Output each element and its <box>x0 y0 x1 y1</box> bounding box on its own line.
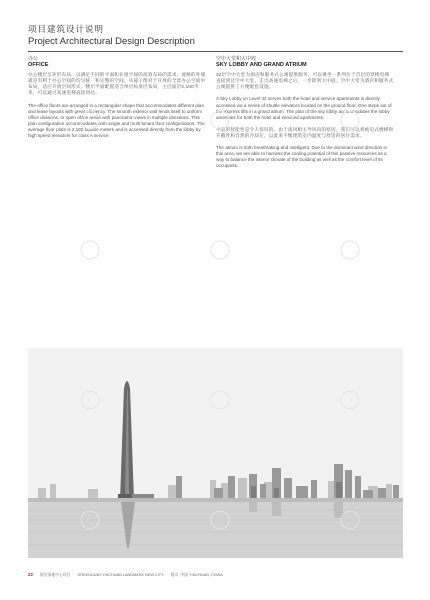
sky-lobby-text-cn-2: 中庭的智能性是令人惊叹的。由于南风相主导风向的原因，我们可以将被迫式楼梯和开敞性和自然的冷却在，以此来平衡建筑室内温度与舒适的居住需求。 <box>216 126 394 138</box>
header-divider <box>28 51 403 52</box>
office-text-en: The office floors are arranged in a rectangular shape that accommodates different plan and lease layouts with great efficiency. The smooth exterior wall lends itself to uniform office divisions, or open office areas with panoramic views in multiple directions. This plan configuration accommodates both single and multi tenant floor configurations. The average floor plate is 2,100 square meters and is accessed directly from the lobby by high speed elevators for class A service. <box>28 102 205 139</box>
page-footer <box>28 570 408 580</box>
sky-lobby-text-cn-1: 32层空中大堂为酒店和服务式公寓提供服务。可以乘坐一系列位于首层的穿梭电梯直接到达空中大堂。走出高速电梯之后，一步即到大中庭。空中大堂为酒店和服务式公寓提供了方便配套设施。 <box>216 72 394 90</box>
sky-lobby-heading-cn: 空中大堂和大中庭 <box>216 56 257 62</box>
skyline-rendering <box>28 348 403 558</box>
page-number: 22 <box>28 572 33 577</box>
sky-lobby-heading-en: SKY LOBBY AND GRAND ATRIUM <box>216 62 307 69</box>
sky-lobby-text-en-2: The atrium is both breathtaking and intelligent. Due to the dominant wind direction in this area, we are able to harness the cooling potential of this passive resources as a way to balance the interior climate of the building as well as the comfort level of its occupants. <box>216 145 388 169</box>
footer-location: 银川, 中国 YINCHUAN, CHINA <box>170 573 223 577</box>
office-heading-cn: 办公 <box>28 56 39 62</box>
page-header <box>28 24 403 48</box>
title-english: Project Architectural Design Description <box>28 36 195 47</box>
sky-lobby-section <box>216 56 394 175</box>
footer-project-cn: 银川绿地中心项目 <box>39 573 71 577</box>
office-heading-en: OFFICE <box>28 62 49 69</box>
title-chinese: 项目建筑设计说明 <box>28 24 105 34</box>
sky-lobby-text-en-1: A Sky Lobby on Level 32 serves both the hotel and service apartments is directly accessed via a series of shuttle elevators located on the ground floor. One steps out of the express lifts in a grand atrium. The plan of the sky lobby accommodates the lobby amenities for both the hotel and serviced apartments. <box>216 96 392 120</box>
footer-project-en: GREENLAND YINCHUAN LANDMARK NEW CITY <box>77 573 164 577</box>
skyline-image <box>28 348 403 558</box>
office-text-cn: 办公楼层呈矩形布局，以满足不同的平面和在租空间的高效布局的需求。流畅的外墙就是有利于办公空间的均匀统一和完整的空间，从镜子像对于开放的全景办公空间中布局，适应开放空间形式。楼层平面配置适合单层标准层布局，主层面层2,100平米，可以通过高速电梯直接到达。 <box>28 72 206 96</box>
office-section <box>28 56 206 145</box>
